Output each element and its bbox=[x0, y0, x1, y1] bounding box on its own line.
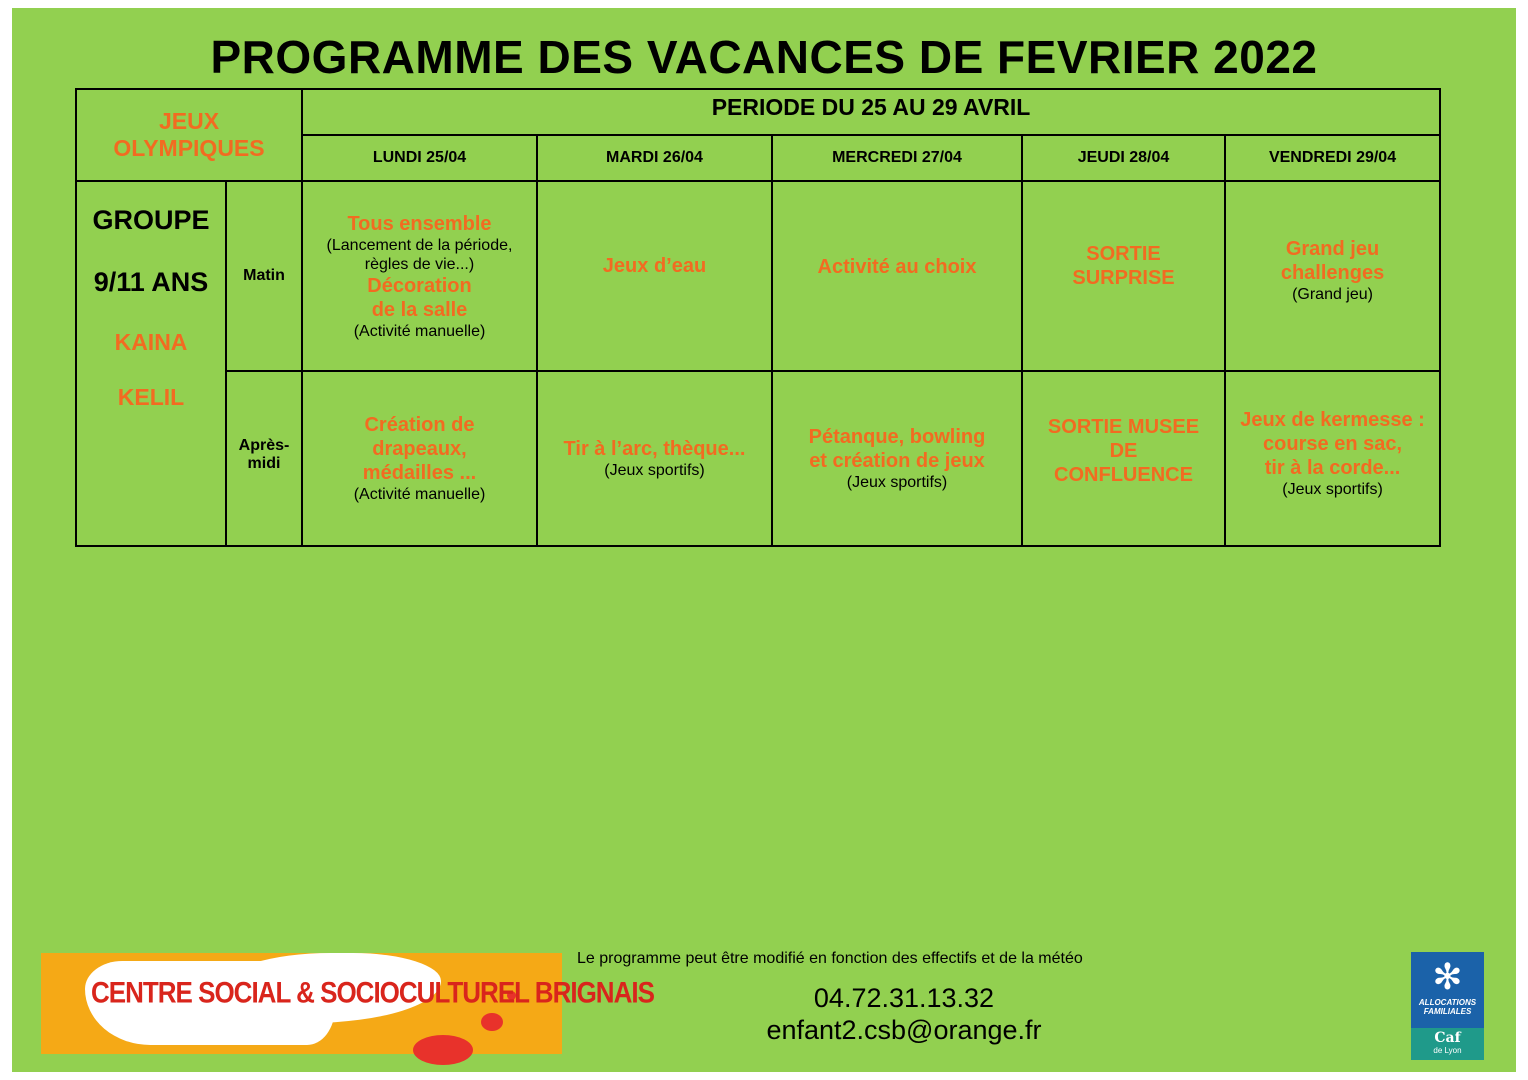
period-header: PERIODE DU 25 AU 29 AVRIL bbox=[302, 89, 1440, 135]
activity-title: Grand jeu bbox=[1285, 237, 1380, 260]
caf-box bbox=[1411, 1028, 1484, 1060]
logo-text: CENTRE SOCIAL & SOCIOCULTUREL BRIGNAIS bbox=[91, 975, 654, 1010]
corner-label-line: JEUX bbox=[158, 108, 220, 134]
centre-social-logo bbox=[41, 953, 654, 1054]
activity-title: CONFLUENCE bbox=[1054, 463, 1193, 486]
caf-logo bbox=[1411, 952, 1484, 1060]
caf-city: de Lyon bbox=[1433, 1046, 1462, 1055]
caf-word: Caf bbox=[1434, 1030, 1461, 1046]
footer-email: enfant2.csb@orange.fr bbox=[766, 1015, 1042, 1045]
activity-title: SURPRISE bbox=[1072, 267, 1175, 289]
footer-phone: 04.72.31.13.32 bbox=[813, 983, 995, 1013]
afternoon-wednesday-cell bbox=[772, 371, 1022, 546]
activity-title: course en sac, bbox=[1263, 433, 1403, 455]
caf-emblem-icon: ✻ bbox=[1432, 956, 1463, 997]
caf-line: FAMILIALES bbox=[1423, 1007, 1472, 1016]
activity-title: SORTIE MUSEE bbox=[1047, 415, 1200, 438]
morning-monday-cell bbox=[302, 181, 537, 371]
activity-title: Tir à l’arc, thèque... bbox=[563, 438, 746, 460]
slot-morning: Matin bbox=[226, 181, 302, 371]
activity-title: Création de bbox=[364, 414, 475, 436]
day-header-friday: VENDREDI 29/04 bbox=[1225, 135, 1440, 181]
activity-detail: (Jeux sportifs) bbox=[1282, 481, 1383, 498]
activity-title: et création de jeux bbox=[809, 450, 985, 472]
day-header-monday: LUNDI 25/04 bbox=[302, 135, 537, 181]
activity-detail: (Grand jeu) bbox=[1292, 285, 1373, 303]
activity-title: médailles ... bbox=[362, 462, 477, 484]
activity-title: drapeaux, bbox=[372, 438, 467, 460]
slot-afternoon-label: Après-midi bbox=[238, 436, 290, 472]
corner-label-line: OLYMPIQUES bbox=[113, 135, 265, 161]
activity-detail: (Jeux sportifs) bbox=[846, 474, 948, 491]
afternoon-tuesday-cell bbox=[537, 371, 772, 546]
page-title: PROGRAMME DES VACANCES DE FEVRIER 2022 bbox=[210, 31, 1318, 83]
corner-label bbox=[76, 89, 302, 181]
activity-title: Jeux d’eau bbox=[602, 255, 707, 277]
slot-afternoon bbox=[226, 371, 302, 546]
group-leader: KAINA bbox=[114, 329, 188, 355]
activity-detail: (Activité manuelle) bbox=[353, 486, 486, 503]
caf-line: ALLOCATIONS bbox=[1418, 998, 1477, 1007]
activity-title: DE bbox=[1109, 439, 1138, 462]
group-cell bbox=[76, 181, 226, 546]
program-sheet bbox=[12, 8, 1516, 1072]
afternoon-friday-cell bbox=[1225, 371, 1440, 546]
activity-title: challenges bbox=[1280, 261, 1385, 284]
group-age: 9/11 ANS bbox=[93, 267, 209, 297]
activity-title: SORTIE bbox=[1086, 243, 1161, 265]
activity-title: tir à la corde... bbox=[1264, 457, 1401, 479]
activity-detail: (Jeux sportifs) bbox=[604, 462, 705, 479]
activity-title: Tous ensemble bbox=[347, 212, 492, 235]
morning-tuesday-cell bbox=[537, 181, 772, 371]
morning-friday-cell bbox=[1225, 181, 1440, 371]
day-header-wednesday: MERCREDI 27/04 bbox=[772, 135, 1022, 181]
program-table bbox=[75, 88, 1441, 547]
activity-detail: (Lancement de la période, règles de vie...) bbox=[326, 236, 513, 273]
activity-title: Pétanque, bowling bbox=[808, 426, 986, 448]
morning-wednesday-cell bbox=[772, 181, 1022, 371]
day-header-thursday: JEUDI 28/04 bbox=[1022, 135, 1225, 181]
activity-title: Activité au choix bbox=[817, 256, 977, 278]
activity-title: Décoration bbox=[367, 274, 472, 297]
logo-paint-dot bbox=[481, 1013, 503, 1031]
group-title: GROUPE bbox=[92, 205, 210, 235]
activity-title: Jeux de kermesse : bbox=[1240, 409, 1425, 431]
afternoon-thursday-cell bbox=[1022, 371, 1225, 546]
morning-thursday-cell bbox=[1022, 181, 1225, 371]
day-header-tuesday: MARDI 26/04 bbox=[537, 135, 772, 181]
group-leader: KELIL bbox=[117, 384, 185, 410]
activity-detail: (Activité manuelle) bbox=[353, 322, 486, 340]
footer-note: Le programme peut être modifié en fonction des effectifs et de la météo bbox=[577, 950, 1083, 967]
afternoon-monday-cell bbox=[302, 371, 537, 546]
activity-title: de la salle bbox=[371, 298, 468, 321]
logo-paint-dot bbox=[413, 1035, 473, 1065]
